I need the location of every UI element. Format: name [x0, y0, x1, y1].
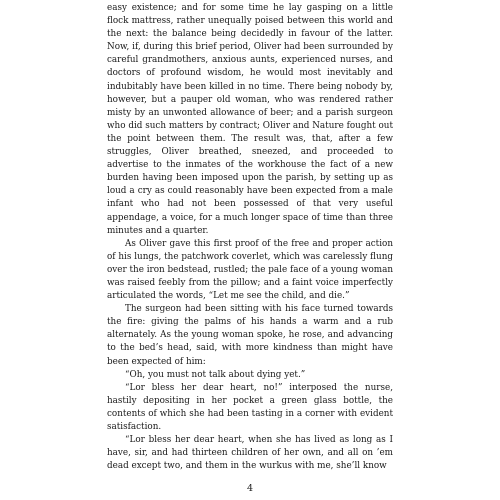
paragraph-nurse-interjection: “Lor bless her dear heart, no!” interposed the nurse, hastily depositing in her pocket a green glass bottle, the contents of which she had been tasting in a corner with evident satisfaction.	[107, 382, 393, 432]
paragraph-birth-struggle: easy existence; and for some time he lay gasping on a little flock mattress, rather unequally poised between this world and the next: the balance being decidedly in favour of the latter. Now, if, during this brief period, Oliver had been surrounded by careful grandmothers, anxious aunts, experienced nurses, and doctors of profound wisdom, he would most inevitably and indubitably have been killed in no time. There being nobody by, however, but a pauper old woman, who was rendered rather misty by an unwonted allowance of beer; and a parish surgeon who did such matters by contract; Oliver and Nature fought out the point between them. The result was, that, after a few struggles, Oliver breathed, sneezed, and proceeded to advertise to the inmates of the workhouse the fact of a new burden having been imposed upon the parish, by setting up as loud a cry as could reasonably have been expected from a male infant who had not been possessed of that very useful appendage, a voice, for a much longer space of time than three minutes and a quarter.	[107, 3, 393, 236]
paragraph-surgeon-speech: “Oh, you must not talk about dying yet.”	[125, 369, 306, 380]
page-number: 4	[246, 483, 254, 494]
paragraph-surgeon: The surgeon had been sitting with his face turned towards the fire: giving the palms of his hands a warm and a rub alternately. As the young woman spoke, he rose, and advancing to the bed’s head, said, with more kindness than might have been expected of him:	[107, 304, 393, 367]
paragraph-first-cry: As Oliver gave this first proof of the free and proper action of his lungs, the patchwork coverlet, which was carelessly flung over the iron bedstead, rustled; the pale face of a young woman was raised feebly from the pillow; and a faint voice imperfectly articulated the words, “Let me see the child, and die.”	[107, 238, 393, 302]
book-page	[107, 2, 393, 498]
paragraph-nurse-speech: “Lor bless her dear heart, when she has lived as long as I have, sir, and had thirteen children of her own, and all on ’em dead except two, and them in the wurkus with me, she’ll know	[107, 435, 393, 472]
